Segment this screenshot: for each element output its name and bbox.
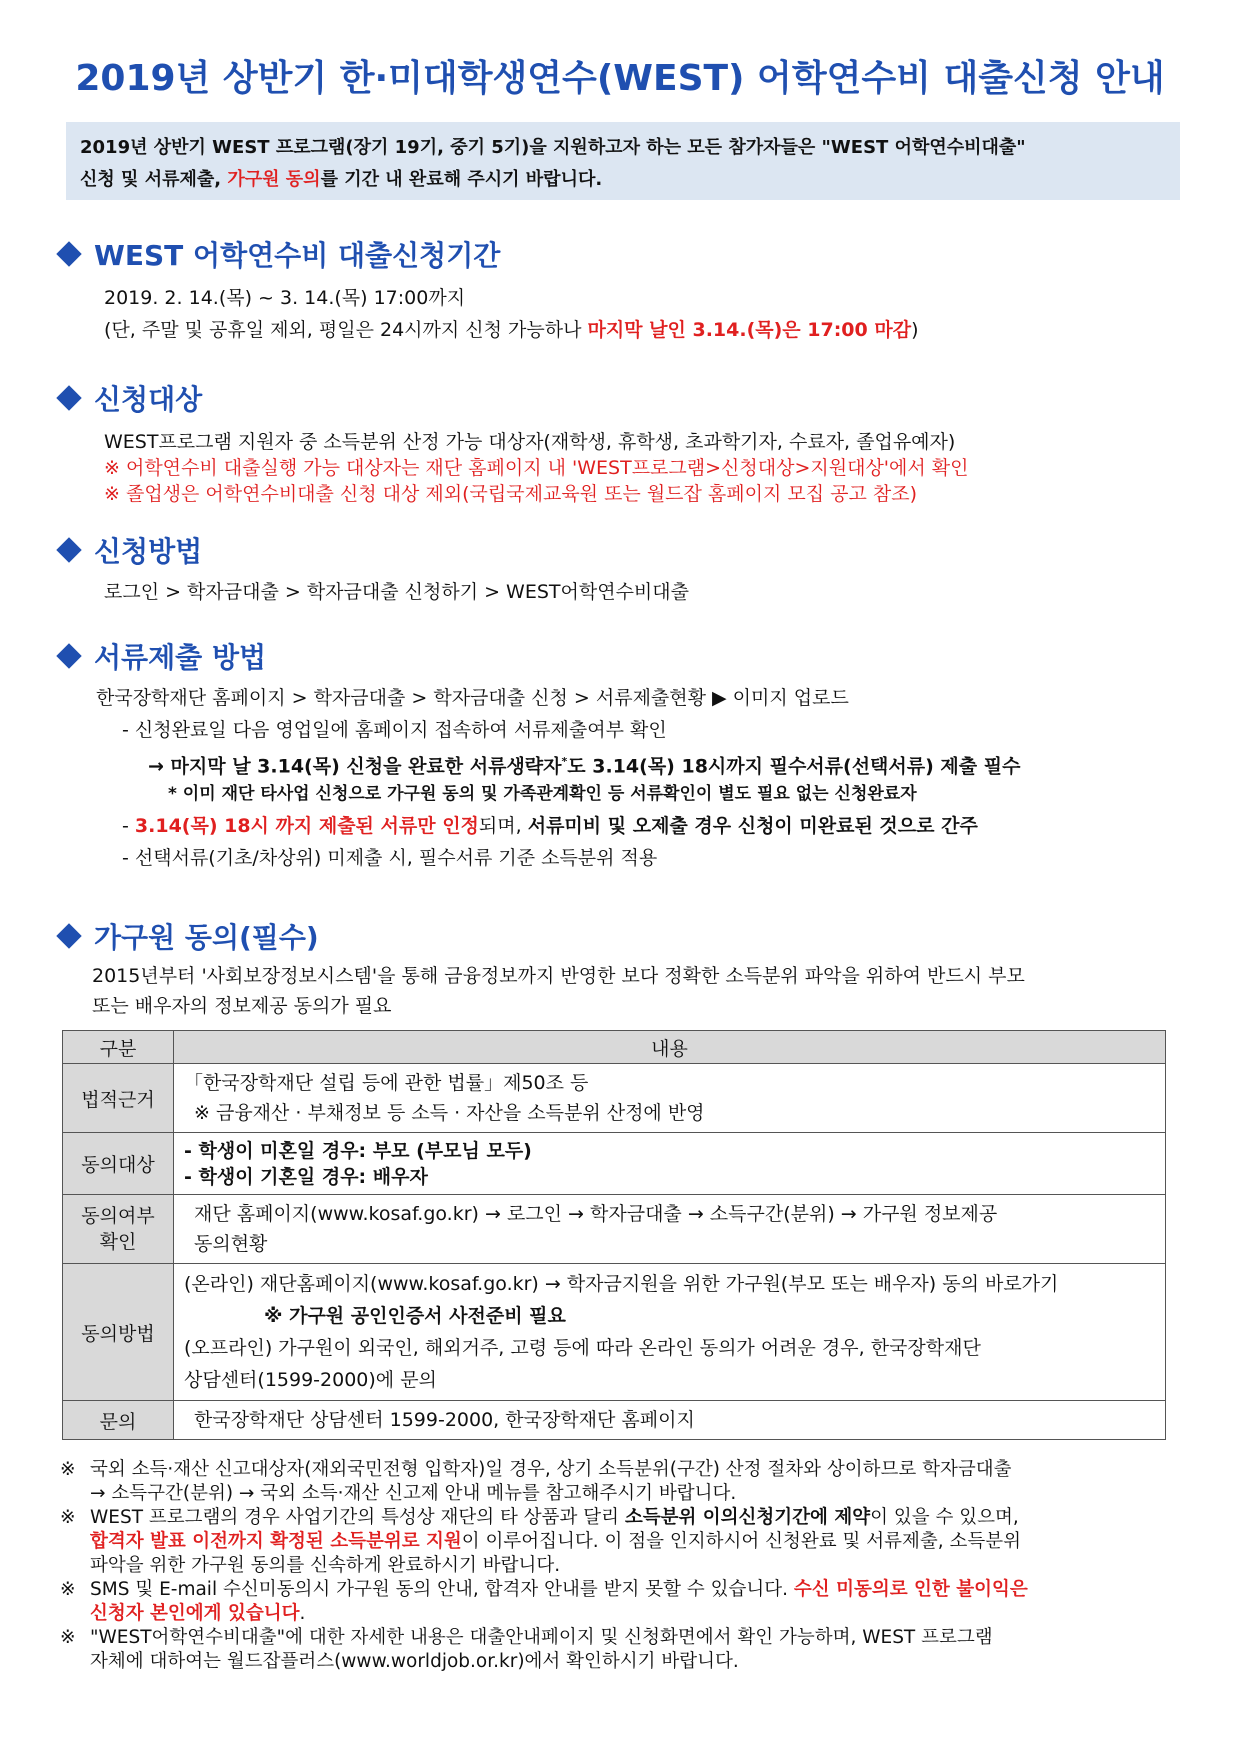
section-title: 가구원 동의(필수) [94, 921, 319, 954]
footnote-2-line-2 [90, 1530, 1021, 1554]
footnote-mark: ※ [60, 1579, 76, 1600]
footnote-3-end: . [299, 1603, 306, 1624]
section-heading-docs [60, 636, 266, 676]
section-title: WEST 어학연수비 대출신청기간 [94, 239, 501, 272]
diamond-bullet-icon [56, 923, 81, 948]
footnotes [60, 1458, 1184, 1674]
table-header-category: 구분 [63, 1031, 174, 1064]
check-line-2: 동의현황 [194, 1233, 268, 1255]
docs-line-2: - 신청완료일 다음 영업일에 홈페이지 접속하여 서류제출여부 확인 [122, 719, 667, 741]
consent-line-2: 또는 배우자의 정보제공 동의가 필요 [92, 995, 392, 1017]
row-label-line-2: 확인 [99, 1231, 137, 1253]
legal-line-1: 「한국장학재단 설립 등에 관한 법률」제50조 등 [184, 1072, 589, 1094]
footnote-3-red: 수신 미동의로 인한 불이익은 [793, 1579, 1028, 1600]
docs-line-3 [148, 748, 1020, 780]
footnote-1 [60, 1458, 1184, 1506]
target-line-2: ※ 어학연수비 대출실행 가능 대상자는 재단 홈페이지 내 'WEST프로그램>신청대상>지원대상'에서 확인 [104, 457, 969, 479]
docs-line-5-bold: 서류미비 및 오제출 경우 신청이 미완료된 것으로 간주 [527, 815, 978, 837]
notice-highlight: 가구원 동의 [227, 169, 321, 190]
footnote-2 [60, 1506, 1184, 1578]
diamond-bullet-icon [56, 537, 81, 562]
section-heading-period [60, 234, 500, 274]
period-note-text: (단, 주말 및 공휴일 제외, 평일은 24시까지 신청 가능하나 [104, 319, 588, 341]
table-header-content: 내용 [174, 1031, 1166, 1064]
target-line-3: ※ 졸업생은 어학연수비대출 신청 대상 제외(국립국제교육원 또는 월드잡 홈페이지 모집 공고 참조) [104, 483, 917, 505]
row-label-line-1: 동의여부 [81, 1205, 155, 1227]
section-title: 서류제출 방법 [94, 641, 267, 674]
table-header-row [63, 1031, 1166, 1064]
row-content: 한국장학재단 상담센터 1599-2000, 한국장학재단 홈페이지 [174, 1401, 1166, 1440]
docs-line-5 [122, 812, 978, 840]
method-online: (온라인) 재단홈페이지(www.kosaf.go.kr) → 학자금지원을 위한 가구원(부모 또는 배우자) 동의 바로가기 [184, 1273, 1059, 1295]
docs-deadline: 3.14(목) 18시 까지 제출된 서류만 인정 [134, 815, 479, 837]
footnote-3 [60, 1578, 1184, 1626]
legal-line-2: ※ 금융재산 · 부채정보 등 소득 · 자산을 소득분위 산정에 반영 [194, 1102, 705, 1124]
row-label: 동의대상 [63, 1133, 174, 1195]
footnote-2-text: WEST 프로그램의 경우 사업기간의 특성상 재단의 타 상품과 달리 [90, 1507, 625, 1528]
table-row [63, 1064, 1166, 1133]
target-line-1: WEST프로그램 지원자 중 소득분위 산정 가능 대상자(재학생, 휴학생, 초과학기자, 수료자, 졸업유예자) [104, 431, 956, 453]
section-heading-consent [60, 916, 319, 956]
footnote-3-line-2 [90, 1602, 1028, 1626]
consent-line-1: 2015년부터 '사회보장정보시스템'을 통해 금융정보까지 반영한 보다 정확한 소득분위 파악을 위하여 반드시 부모 [92, 965, 1025, 987]
row-content [174, 1195, 1166, 1264]
section-heading-method [60, 530, 202, 570]
docs-asterisk: * [561, 755, 568, 768]
row-content [174, 1264, 1166, 1401]
footnote-body [90, 1578, 1028, 1626]
section-title: 신청대상 [94, 383, 203, 416]
row-label: 법적근거 [63, 1064, 174, 1133]
docs-line-6: - 선택서류(기초/차상위) 미제출 시, 필수서류 기준 소득분위 적용 [122, 847, 658, 869]
footnote-4-line-2: 자체에 대하여는 월드잡플러스(www.worldjob.or.kr)에서 확인하시기 바랍니다. [90, 1651, 739, 1672]
footnote-4-line-1: "WEST어학연수비대출"에 대한 자세한 내용은 대출안내페이지 및 신청화면에서 확인 가능하며, WEST 프로그램 [90, 1627, 993, 1648]
target-spouse: - 학생이 기혼일 경우: 배우자 [184, 1165, 428, 1188]
page-title: 2019년 상반기 한·미대학생연수(WEST) 어학연수비 대출신청 안내 [75, 58, 1165, 99]
docs-line-3-end: 도 3.14(목) 18시까지 필수서류(선택서류) 제출 필수 [567, 755, 1021, 778]
period-deadline: 마지막 날인 3.14.(목)은 17:00 마감 [587, 319, 912, 341]
row-label: 동의방법 [63, 1264, 174, 1401]
footnote-2-red: 합격자 발표 이전까지 확정된 소득분위로 지원 [90, 1531, 462, 1552]
docs-line-3-text: → 마지막 날 3.14(목) 신청을 완료한 서류생략자 [148, 755, 562, 778]
table-row [63, 1133, 1166, 1195]
period-note [104, 316, 918, 344]
footnote-2-text-b: 이 있을 수 있으며, [870, 1507, 1019, 1528]
notice-text: 신청 및 서류제출, [80, 169, 228, 190]
target-parents: - 학생이 미혼일 경우: 부모 (부모님 모두) [184, 1139, 532, 1162]
footnote-mark: ※ [60, 1507, 76, 1528]
method-cert-note: ※ 가구원 공인인증서 사전준비 필요 [264, 1305, 566, 1327]
dash: - [122, 815, 135, 837]
footnote-4 [60, 1626, 1184, 1674]
footnote-3-text: SMS 및 E-mail 수신미동의시 가구원 동의 안내, 합격자 안내를 받지 못할 수 있습니다. [90, 1579, 794, 1600]
table-row [63, 1401, 1166, 1440]
consent-table [62, 1030, 1166, 1440]
footnote-body [90, 1458, 1012, 1506]
footnote-2-line-3: 파악을 위한 가구원 동의를 신속하게 완료하시기 바랍니다. [90, 1555, 561, 1576]
row-content [174, 1064, 1166, 1133]
section-heading-target [60, 378, 202, 418]
footnote-mark: ※ [60, 1627, 76, 1648]
method-offline-2: 상담센터(1599-2000)에 문의 [184, 1369, 437, 1391]
footnote-body [90, 1506, 1021, 1578]
period-dates: 2019. 2. 14.(목) ~ 3. 14.(목) 17:00까지 [104, 287, 466, 309]
method-offline: (오프라인) 가구원이 외국인, 해외거주, 고령 등에 따라 온라인 동의가 어려운 경우, 한국장학재단 [184, 1337, 981, 1359]
row-content [174, 1133, 1166, 1195]
section-title: 신청방법 [94, 535, 203, 568]
footnote-2-line-1 [90, 1506, 1021, 1530]
notice-line-2 [80, 164, 1166, 196]
docs-line-5-mid: 되며, [478, 815, 528, 837]
period-note-end: ) [911, 319, 919, 341]
check-line-1: 재단 홈페이지(www.kosaf.go.kr) → 로그인 → 학자금대출 → 소득구간(분위) → 가구원 정보제공 [194, 1203, 998, 1225]
docs-line-1: 한국장학재단 홈페이지 > 학자금대출 > 학자금대출 신청 > 서류제출현황 ▶ 이미지 업로드 [96, 687, 849, 709]
footnote-3-red-2: 신청자 본인에게 있습니다 [90, 1603, 300, 1624]
docs-line-4: * 이미 재단 타사업 신청으로 가구원 동의 및 가족관계확인 등 서류확인이 별도 필요 없는 신청완료자 [168, 784, 917, 804]
diamond-bullet-icon [56, 643, 81, 668]
footnote-2-bold: 소득분위 이의신청기간에 제약 [624, 1507, 871, 1528]
table-row [63, 1195, 1166, 1264]
footnote-1-line-1: 국외 소득·재산 신고대상자(재외국민전형 입학자)일 경우, 상기 소득분위(구간) 산정 절차와 상이하므로 학자금대출 [90, 1459, 1012, 1480]
footnote-3-line-1 [90, 1578, 1028, 1602]
footnote-body [90, 1626, 993, 1674]
footnote-2-text-c: 이 이루어집니다. 이 점을 인지하시어 신청완료 및 서류제출, 소득분위 [461, 1531, 1021, 1552]
diamond-bullet-icon [56, 241, 81, 266]
row-label: 문의 [63, 1401, 174, 1440]
method-path: 로그인 > 학자금대출 > 학자금대출 신청하기 > WEST어학연수비대출 [104, 581, 689, 603]
table-row [63, 1264, 1166, 1401]
footnote-mark: ※ [60, 1459, 76, 1480]
notice-box [66, 122, 1180, 200]
notice-line-1: 2019년 상반기 WEST 프로그램(장기 19기, 중기 5기)을 지원하고자 하는 모든 참가자들은 "WEST 어학연수비대출" [80, 137, 1026, 158]
diamond-bullet-icon [56, 385, 81, 410]
notice-text-end: 를 기간 내 완료해 주시기 바랍니다. [320, 169, 603, 190]
footnote-1-line-2: → 소득구간(분위) → 국외 소득·재산 신고제 안내 메뉴를 참고해주시기 바랍니다. [90, 1483, 737, 1504]
row-label [63, 1195, 174, 1264]
